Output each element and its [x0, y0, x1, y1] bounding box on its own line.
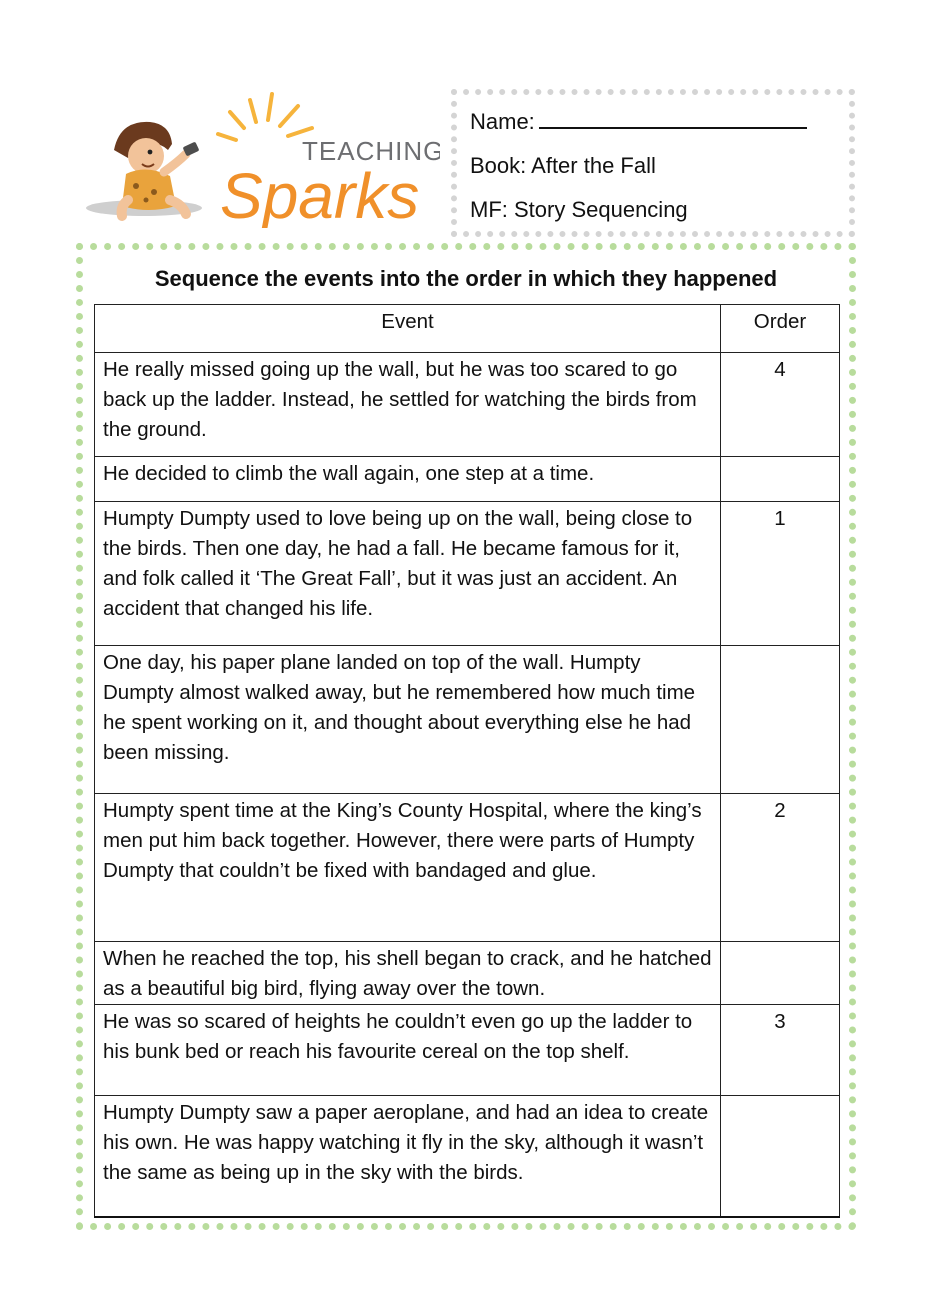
- book-line: Book: After the Fall: [470, 153, 656, 178]
- event-cell: He decided to climb the wall again, one step at a time.: [95, 457, 721, 502]
- caveman-icon: [114, 122, 199, 216]
- order-cell[interactable]: 4: [721, 353, 840, 457]
- student-info-box: [451, 89, 855, 237]
- table-header-row: [95, 305, 840, 353]
- table-row: [95, 1096, 840, 1217]
- order-cell[interactable]: [721, 646, 840, 794]
- worksheet-heading: Sequence the events into the order in which they happened: [154, 266, 778, 291]
- header-event: Event: [95, 305, 721, 353]
- order-cell[interactable]: [721, 457, 840, 502]
- table-row: [95, 353, 840, 457]
- table-row: [95, 646, 840, 794]
- mf-line: MF: Story Sequencing: [470, 197, 688, 222]
- event-cell: Humpty Dumpty used to love being up on the wall, being close to the birds. Then one day, he had a fall. He became famous for it, and folk called it ‘The Great Fall’, but it was just an accident. An accident that changed his life.: [95, 502, 721, 646]
- header-order: Order: [721, 305, 840, 353]
- order-cell[interactable]: 3: [721, 1005, 840, 1096]
- table-row: [95, 1005, 840, 1096]
- event-cell: When he reached the top, his shell began to crack, and he hatched as a beautiful big bird, flying away over the town.: [95, 942, 721, 1005]
- event-cell: He really missed going up the wall, but he was too scared to go back up the ladder. Instead, he settled for watching the birds from the ground.: [95, 353, 721, 457]
- order-cell[interactable]: [721, 942, 840, 1005]
- event-cell: One day, his paper plane landed on top of the wall. Humpty Dumpty almost walked away, but he remembered how much time he spent working on it, and thought about everything else he had been missing.: [95, 646, 721, 794]
- table-row: [95, 457, 840, 502]
- order-cell[interactable]: 2: [721, 794, 840, 942]
- order-cell[interactable]: 1: [721, 502, 840, 646]
- logo-word-sparks: Sparks: [220, 160, 420, 228]
- logo-word-teaching: TEACHING: [302, 136, 440, 166]
- order-cell[interactable]: [721, 1096, 840, 1217]
- sequence-table: [94, 304, 840, 1218]
- table-row: [95, 942, 840, 1005]
- name-blank-field[interactable]: [539, 107, 807, 129]
- event-cell: Humpty Dumpty saw a paper aeroplane, and had an idea to create his own. He was happy watching it fly in the sky, although it wasn’t the same as being up in the sky with the birds.: [95, 1096, 721, 1217]
- event-cell: He was so scared of heights he couldn’t even go up the ladder to his bunk bed or reach his favourite cereal on the top shelf.: [95, 1005, 721, 1096]
- event-cell: Humpty spent time at the King’s County Hospital, where the king’s men put him back together. However, there were parts of Humpty Dumpty that couldn’t be fixed with bandaged and glue.: [95, 794, 721, 942]
- name-line: [470, 107, 849, 151]
- sun-rays-icon: [218, 94, 312, 140]
- teaching-sparks-logo: [84, 88, 440, 228]
- table-row: [95, 502, 840, 646]
- name-label: Name:: [470, 109, 535, 134]
- table-row: [95, 794, 840, 942]
